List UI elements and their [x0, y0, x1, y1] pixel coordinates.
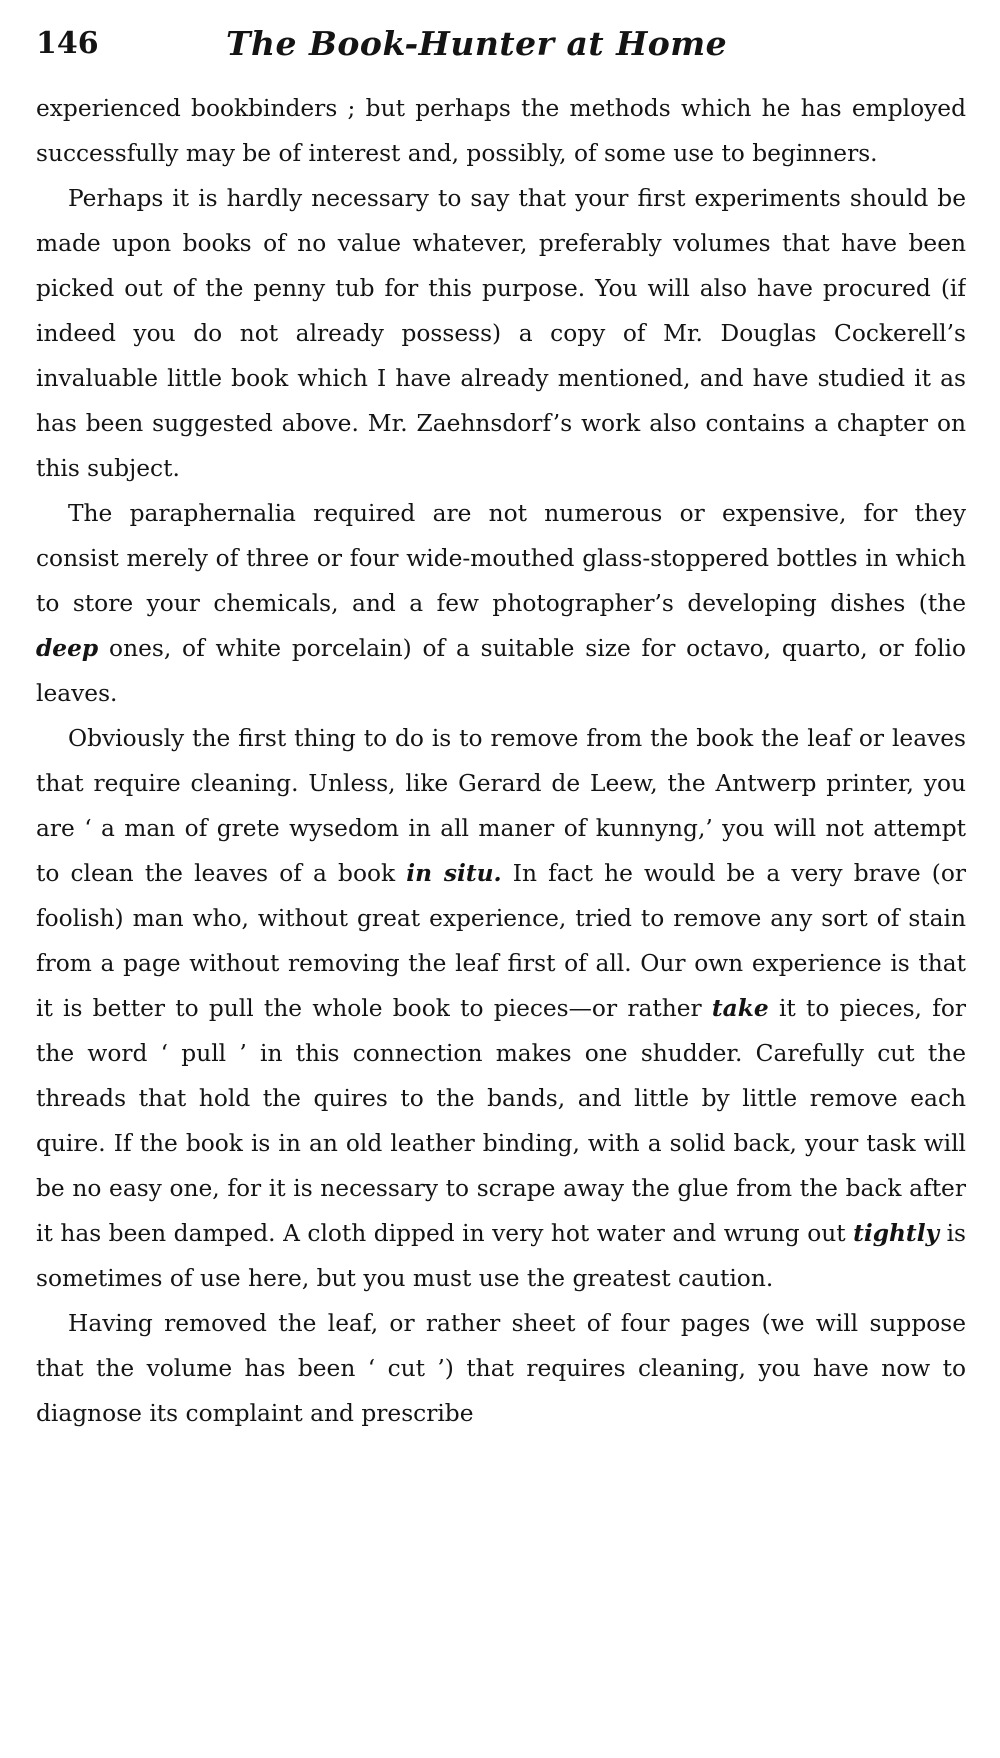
- book-page: [36, 20, 966, 1740]
- italic-emphasis: in situ.: [406, 860, 502, 887]
- paragraph-3: [36, 491, 966, 716]
- italic-emphasis: deep: [36, 635, 99, 662]
- paragraph-text: is sometimes of use here, but you must use the greatest caution.: [36, 1220, 966, 1292]
- paragraph-text: In fact he would be a very brave (or foolish) man who, without great experience, tried to remove any sort of stain from a page without removing the leaf first of all. Our own experience is that it is better to pull the whole book to pieces—or rather: [36, 860, 966, 1022]
- paragraph-2: [36, 176, 966, 491]
- italic-emphasis: tightly: [853, 1220, 940, 1247]
- paragraph-text: experienced bookbinders ; but perhaps the methods which he has employed successfully may be of interest and, possibly, of some use to beginners.: [36, 95, 966, 167]
- body-text: [36, 86, 966, 1436]
- paragraph-text: Having removed the leaf, or rather sheet of four pages (we will suppose that the volume has been ‘ cut ’) that requires cleaning, you have now to diagnose its complaint and prescribe: [36, 1310, 966, 1427]
- paragraph-text: The paraphernalia required are not numerous or expensive, for they consist merely of three or four wide-mouthed glass-stoppered bottles in which to store your chemicals, and a few photographer’s developing dishes (the: [36, 500, 966, 617]
- italic-emphasis: take: [711, 995, 769, 1022]
- page-number: 146: [36, 26, 99, 61]
- page-header: [36, 20, 966, 86]
- paragraph-text: Perhaps it is hardly necessary to say that your first experiments should be made upon books of no value whatever, preferably volumes that have been picked out of the penny tub for this purpose. You will also have procured (if indeed you do not already possess) a copy of Mr. Douglas Cockerell’s invaluable little book which I have already mentioned, and have studied it as has been suggested above. Mr. Zaehnsdorf’s work also contains a chapter on this subject.: [36, 185, 966, 482]
- running-title: The Book-Hunter at Home: [226, 24, 728, 63]
- paragraph-text: ones, of white porcelain) of a suitable size for octavo, quarto, or folio leaves.: [36, 635, 966, 707]
- paragraph-1: [36, 86, 966, 176]
- paragraph-5: [36, 1301, 966, 1436]
- paragraph-text: Obviously the first thing to do is to remove from the book the leaf or leaves that require cleaning. Unless, like Gerard de Leew, the Antwerp printer, you are ‘ a man of grete wysedom in all maner of kunnyng,’ you will not attempt to clean the leaves of a book: [36, 725, 966, 887]
- paragraph-text: it to pieces, for the word ‘ pull ’ in this connection makes one shudder. Carefully cut the threads that hold the quires to the bands, and little by little remove each quire. If the book is in an old leather binding, with a solid back, your task will be no easy one, for it is necessary to scrape away the glue from the back after it has been damped. A cloth dipped in very hot water and wrung out: [36, 995, 966, 1247]
- paragraph-4: [36, 716, 966, 1301]
